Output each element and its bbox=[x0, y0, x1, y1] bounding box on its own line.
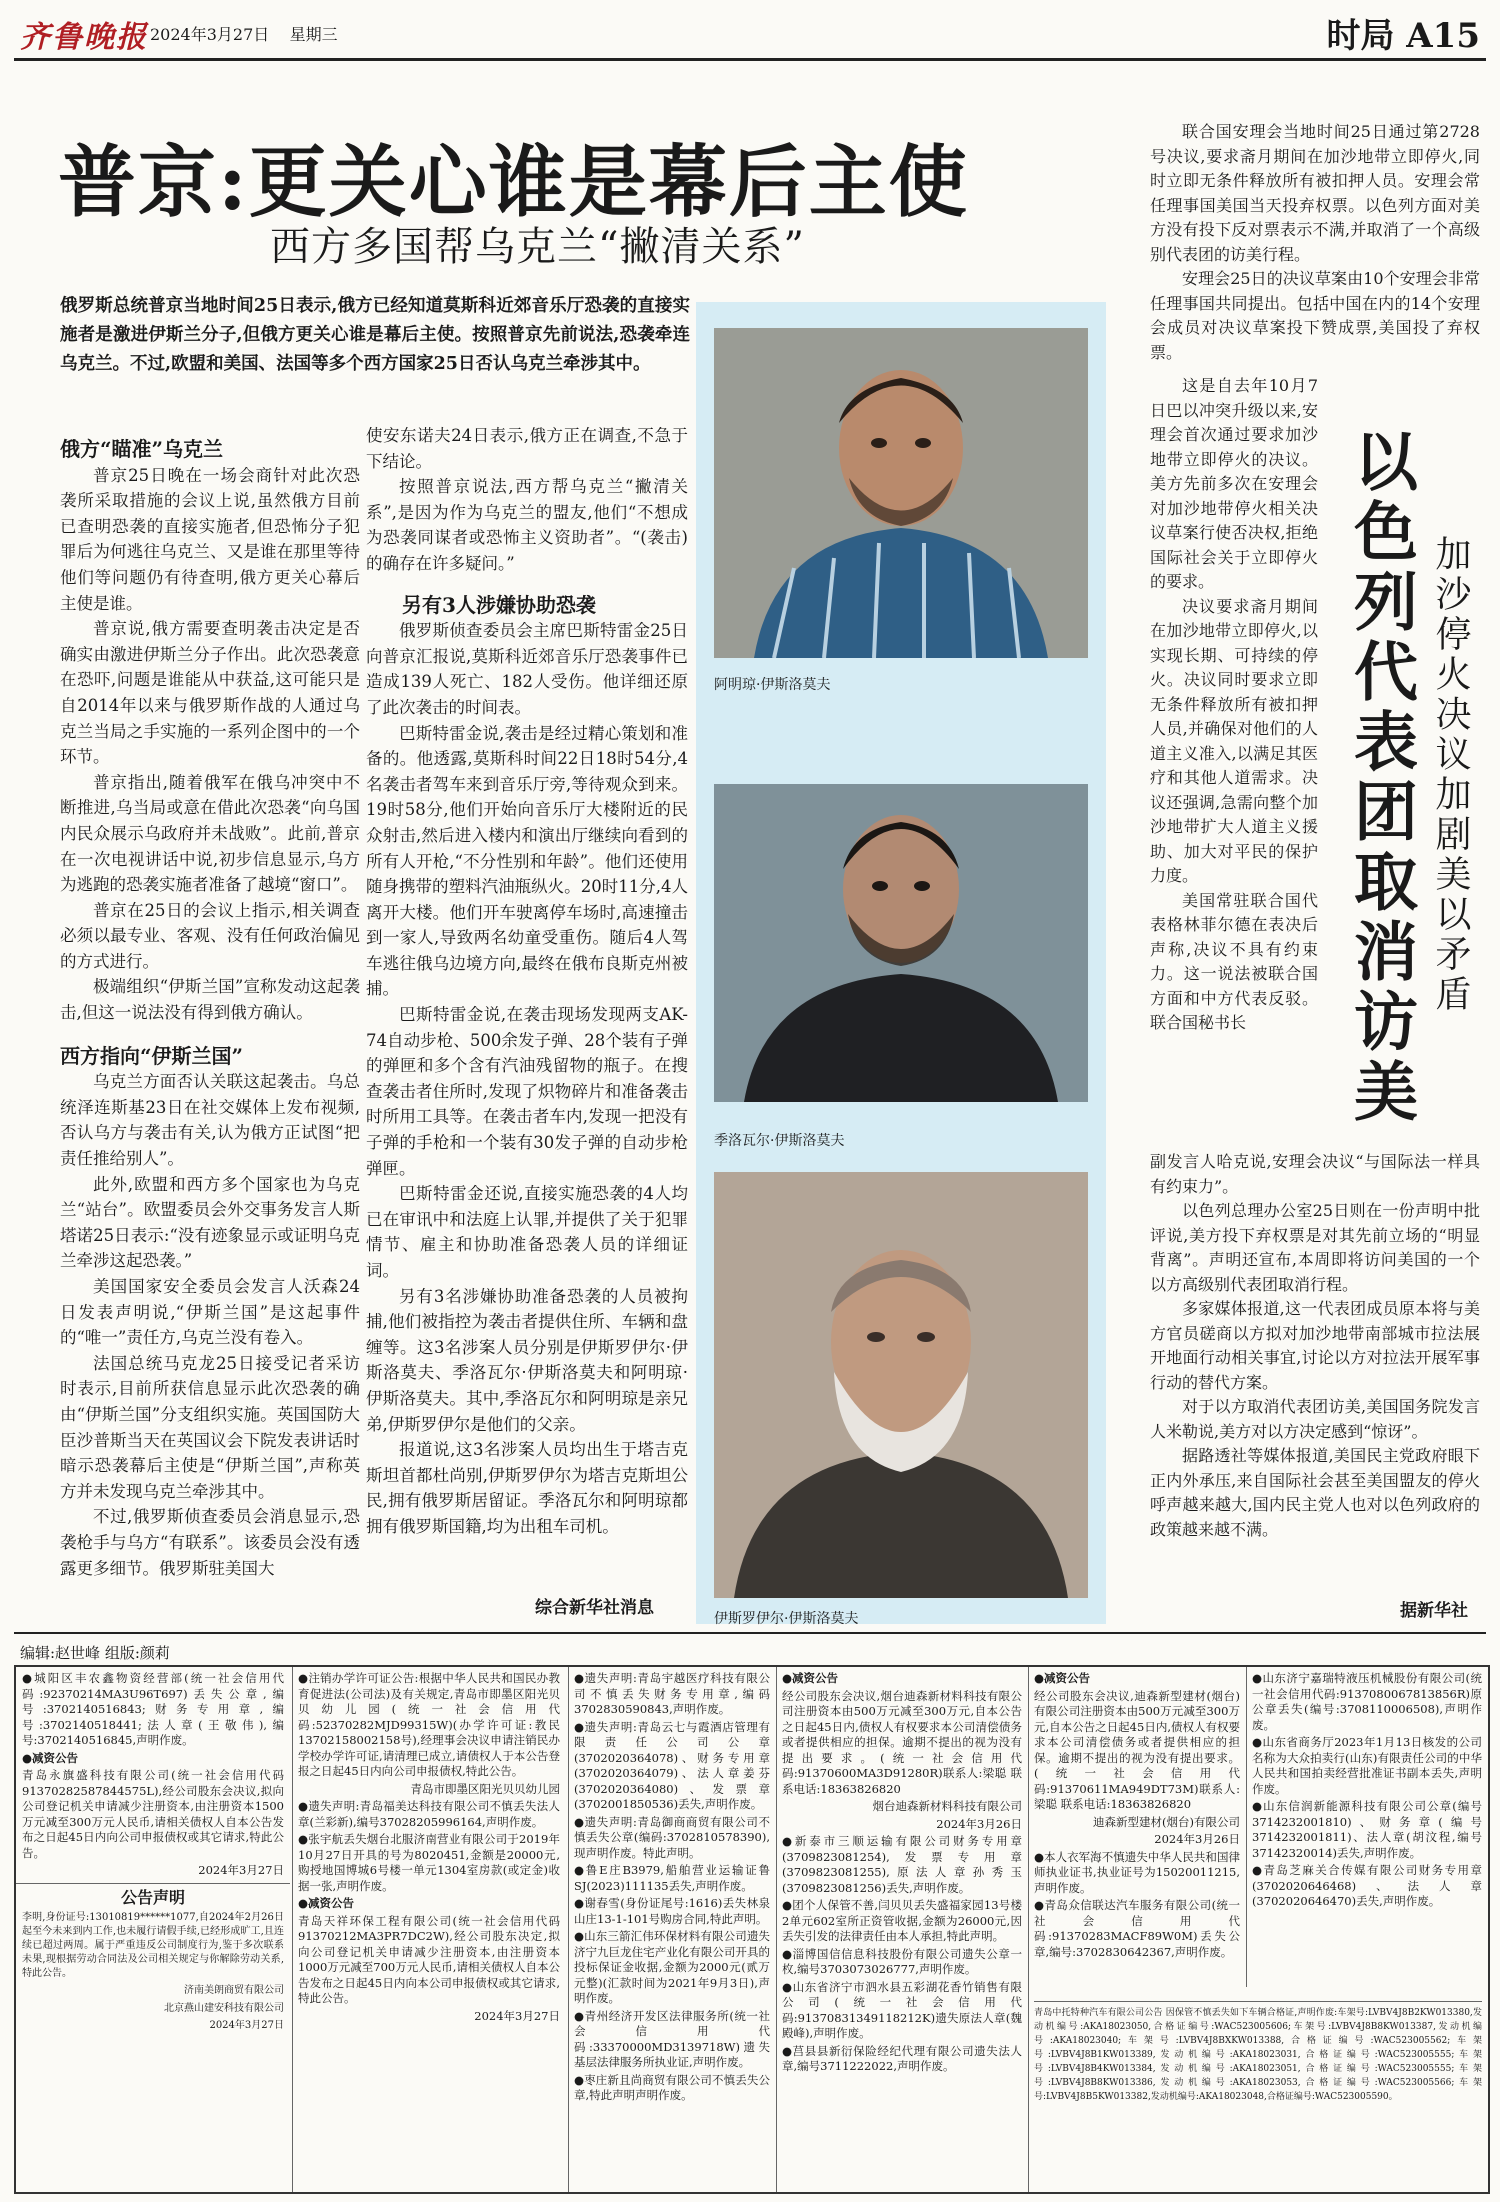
lead-paragraph: 俄罗斯总统普京当地时间25日表示,俄方已经知道莫斯科近郊音乐厅恐袭的直接实施者是激进伊斯兰分子,但俄方更关心谁是幕后主使。按照普京先前说法,恐袭牵连乌克兰。不过,欧盟和美国、法国等多个西方国家25日否认乌克兰牵涉其中。 bbox=[60, 296, 690, 374]
ad-item: 经公司股东会决议,迪森新型建材(烟台)有限公司注册资本由500万元减至300万元,自本公告之日起45日内,债权人有权要求本公司清偿债务或者提供相应的担保。逾期不提出的视为没有提出要求。(统一社会信用代码:91370611MA949DT73M)联系人:梁聪 联系电话:18363826820 bbox=[1034, 1688, 1240, 1811]
sidebar-headline: 以色列代表团取消访美 bbox=[1343, 428, 1418, 1128]
ad-item: 迪森新型建材(烟台)有限公司 bbox=[1093, 1814, 1240, 1829]
paragraph: 联合国安理会当地时间25日通过第2728号决议,要求斋月期间在加沙地带立即停火,同时立即无条件释放所有被扣押人员。安理会常任理事国美国当天投弃权票。以色列方面对美方没有投下反对票表示不满,并取消了一个高级别代表团的访美行程。 bbox=[1150, 122, 1480, 264]
ad-item: ●减资公告 bbox=[782, 1671, 839, 1685]
ad-item: ●青岛众信联达汽车服务有限公司(统一社会信用代码:91370283MACF89W0M)丢失公章,编号:3702830642367,声明作废。 bbox=[1034, 1898, 1240, 1959]
ad-date: 2024年3月27日 bbox=[474, 2008, 560, 2023]
paragraph: 使安东诺夫24日表示,俄方正在调查,不急于下结论。 bbox=[366, 426, 688, 471]
ad-item: ●谢春雪(身份证尾号:1616)丢失林泉山庄13-1-101号购房合同,特此声明。 bbox=[574, 1896, 770, 1926]
page-number: A15 bbox=[1406, 16, 1480, 56]
issue-date bbox=[150, 22, 338, 45]
section-label bbox=[1326, 8, 1480, 57]
ad-column-6 bbox=[1252, 1671, 1482, 1912]
article-credit: 综合新华社消息 bbox=[535, 1598, 654, 1618]
paragraph: 乌克兰方面否认关联这起袭击。乌总统泽连斯基23日在社交媒体上发布视频,否认乌方与袭击有关,认为俄方正试图“把责任推给别人”。 bbox=[60, 1072, 360, 1169]
notice-title: 公告声明 bbox=[120, 1887, 185, 1907]
headline: 普京:更关心谁是幕后主使 bbox=[58, 137, 969, 228]
ad-item: ●山东省济宁市泗水县五彩湖花香竹销售有限公司(统一社会信用代码:91370831349118212K)遗失原法人章(魏殿峰),声明作废。 bbox=[782, 1979, 1022, 2040]
ad-item: ●本人衣军海不慎遗失中华人民共和国律师执业证书,执业证号为15020011215,声明作废。 bbox=[1034, 1849, 1240, 1895]
paragraph: 多家媒体报道,这一代表团成员原本将与美方官员磋商以方拟对加沙地带南部城市拉法展开地面行动相关事宜,讨论以方对拉法开展军事行动的替代方案。 bbox=[1150, 1299, 1480, 1392]
ad-item: 青岛天祥环保工程有限公司(统一社会信用代码91370212MA3PR7DC2W),经公司股东决定,拟向公司登记机关申请减少注册资本,由注册资本1000万元减至700万元人民币,请相关债权人自本公告发布之日起45日内向本公司申报债权或其它请求,特此公告。 bbox=[298, 1913, 560, 2005]
paragraph: 极端组织“伊斯兰国”宣称发动这起袭击,但这一说法没有得到俄方确认。 bbox=[60, 977, 360, 1023]
paragraph: 美国常驻联合国代表格林菲尔德在表决后声称,决议不具有约束力。这一说法被联合国方面和中方代表反驳。联合国秘书长 bbox=[1150, 890, 1318, 1032]
paragraph: 这是自去年10月7日巴以冲突升级以来,安理会首次通过要求加沙地带立即停火的决议。美方先前多次在安理会对加沙地带停火相关决议草案行使否决权,拒绝国际社会关于立即停火的要求。 bbox=[1150, 376, 1318, 591]
sidebar-bottom-text bbox=[1150, 1150, 1480, 1542]
ad-divider bbox=[1028, 1667, 1029, 2192]
photo-caption-3: 伊斯罗伊尔·伊斯洛莫夫 bbox=[714, 1611, 859, 1627]
ad-item: ●新泰市三顺运输有限公司财务专用章(3709823081254),发票专用章(3709823081255),原法人章孙秀玉(3709823081256)丢失,声明作废。 bbox=[782, 1834, 1022, 1895]
notice-date: 2024年3月27日 bbox=[209, 2020, 284, 2031]
paragraph: 巴斯特雷金说,在袭击现场发现两支AK-74自动步枪、500余发子弹、28个装有子弹的弹匣和多个含有汽油残留物的瓶子。在搜查袭击者住所时,发现了炽物碎片和准备袭击时所用工具等。在袭击者车内,发现一把没有子弹的手枪和一个装有30发子弹的自动步枪弹匣。 bbox=[366, 1005, 688, 1178]
paragraph: 普京在25日的会议上指示,相关调查必须以最专业、客观、没有任何政治偏见的方式进行。 bbox=[60, 900, 360, 971]
paragraph: 不过,俄罗斯侦查委员会消息显示,恐袭枪手与乌方“有联系”。该委员会没有透露更多细节。俄罗斯驻美国大 bbox=[60, 1507, 360, 1578]
paragraph: 副发言人哈克说,安理会决议“与国际法一样具有约束力”。 bbox=[1150, 1152, 1480, 1196]
notice-text: 李明,身份证号:13010819******1077,自2024年2月26日起至今未来到内工作,也未履行请假手续,已经形成旷工,且连续已超过两周。属于严重违反公司制度行为,鉴于多次联系未果,现根据劳动合同法及公司相关规定与你解除劳动关系,特此公告。 bbox=[22, 1912, 284, 1979]
ad-item: ●山东省商务厅2023年1月13日核发的公司名称为大众拍卖行(山东)有限责任公司的中华人民共和国拍卖经营批准证书副本丢失,声明作废。 bbox=[1252, 1735, 1482, 1796]
ad-item: 经公司股东会决议,烟台迪森新材料科技有限公司注册资本由500万元减至300万元,自本公告之日起45日内,债权人有权要求本公司清偿债务或者提供相应的担保。逾期不提出的视为没有提出要求。(统一社会信用代码:91370600MA3D91280R)联系人:梁聪 联系电话:18363826820 bbox=[782, 1688, 1022, 1796]
ad-item: ●遗失声明:青岛云七与霞酒店管理有限责任公司公章(3702020364078)、财务专用章(3702020364079)、法人章姜芬(3702020364080)、发票章(3702001850536)丢失,声明作废。 bbox=[574, 1719, 770, 1811]
ad-date: 2024年3月27日 bbox=[198, 1863, 284, 1877]
paragraph: 此外,欧盟和西方多个国家也为乌克兰“站台”。欧盟委员会外交事务发言人斯塔诺25日表示:“没有迹象显示或证明乌克兰牵涉这起恐袭。” bbox=[60, 1174, 360, 1271]
notice-signature: 济南美朗商贸有限公司 bbox=[184, 1985, 284, 1996]
sidebar-narrow-text bbox=[1150, 374, 1318, 1036]
ad-item: ●遗失声明:青岛御商商贸有限公司不慎丢失公章(编码:3702810578390),现声明作废。特此声明。 bbox=[574, 1814, 770, 1860]
ad-item: ●青州经济开发区法律服务所(统一社会信用代码:33370000MD3139718W)遗失基层法律服务所执业证,声明作废。 bbox=[574, 2008, 770, 2069]
paragraph: 普京指出,随着俄军在俄乌冲突中不断推进,乌当局或意在借此次恐袭“向乌国内民众展示乌政府并未战败”。此前,普京在一次电视讲话中说,初步信息显示,乌方为逃跑的恐袭实施者准备了越境“窗口”。 bbox=[60, 772, 360, 895]
paragraph: 据路透社等媒体报道,美国民主党政府眼下正内外承压,来自国际社会甚至美国盟友的停火呼声越来越大,国内民主党人也对以色列政府的政策越来越不满。 bbox=[1150, 1446, 1480, 1539]
ad-divider bbox=[568, 1667, 569, 2192]
photo-caption-1: 阿明琼·伊斯洛莫夫 bbox=[714, 677, 831, 693]
bottom-rule bbox=[14, 1632, 1486, 1634]
editor-credits: 编辑:赵世峰 组版:颜莉 bbox=[20, 1644, 170, 1662]
ad-item: ●城阳区丰农鑫物资经营部(统一社会信用代码:92370214MA3U96T697)丢失公章,编号:3702140516843;财务专用章,编号:3702140518441;法人章(王敬伟),编号:3702140516845,声明作废。 bbox=[22, 1671, 284, 1747]
photo-suspect-1 bbox=[714, 328, 1088, 658]
photo-caption-2: 季洛瓦尔·伊斯洛莫夫 bbox=[714, 1133, 845, 1149]
ad-item: ●枣庄新且尚商贸有限公司不慎丢失公章,特此声明声明作废。 bbox=[574, 2072, 770, 2102]
ad-item: ●鲁E庄B3979,船舶营业运输证鲁SJ(2023)111135丢失,声明作废。 bbox=[574, 1863, 770, 1893]
paragraph: 安理会25日的决议草案由10个安理会非常任理事国共同提出。包括中国在内的14个安理会成员对决议草案投下赞成票,美国投了弃权票。 bbox=[1150, 269, 1480, 362]
subheading-ukraine: 俄方“瞄准”乌克兰 bbox=[60, 437, 224, 461]
paragraph: 普京说,俄方需要查明袭击决定是否确实由激进伊斯兰分子作出。此次恐袭意在恐吓,问题是谁能从中获益,这可能只是自2014年以来与俄罗斯作战的人通过乌克兰当局之手实施的一系列企图中的一个环节。 bbox=[60, 619, 360, 767]
paragraph: 普京25日晚在一场会商针对此次恐袭所采取措施的会议上说,虽然俄方目前已查明恐袭的直接实施者,但恐怖分子犯罪后为何逃往乌克兰、又是谁在那里等待他们等问题仍有待查明,俄方更关心幕后主使是谁。 bbox=[60, 465, 360, 613]
subheading-accomplices: 另有3人涉嫌协助恐袭 bbox=[402, 592, 596, 617]
date-text: 2024年3月27日 bbox=[150, 25, 270, 44]
paragraph: 报道说,这3名涉案人员均出生于塔吉克斯坦首都杜尚别,伊斯罗伊尔为塔吉克斯坦公民,拥有俄罗斯居留证。季洛瓦尔和阿明琼都拥有俄罗斯国籍,均为出租车司机。 bbox=[366, 1440, 688, 1536]
paragraph: 另有3名涉嫌协助准备恐袭的人员被拘捕,他们被指控为袭击者提供住所、车辆和盘缠等。这3名涉案人员分别是伊斯罗伊尔·伊斯洛莫夫、季洛瓦尔·伊斯洛莫夫和阿明琼·伊斯洛莫夫。其中,季洛瓦尔和阿明琼是亲兄弟,伊斯罗伊尔是他们的父亲。 bbox=[366, 1286, 688, 1434]
ad-item: ●减资公告 bbox=[298, 1896, 355, 1910]
paragraph: 巴斯特雷金还说,直接实施恐袭的4人均已在审讯中和法庭上认罪,并提供了关于犯罪情节、雇主和协助准备恐袭人员的详细证词。 bbox=[366, 1184, 688, 1280]
sidebar-top-text bbox=[1150, 120, 1480, 365]
subheadline: 西方多国帮乌克兰“撇清关系” bbox=[270, 224, 805, 270]
photo-suspect-2 bbox=[714, 784, 1088, 1102]
paragraph: 按照普京说法,西方帮乌克兰“撇清关系”,是因为作为乌克兰的盟友,他们“不想成为恐袭同谋者或恐怖主义资助者”。“(袭击)的确存在许多疑问。” bbox=[366, 477, 688, 573]
ad-divider bbox=[292, 1667, 293, 2192]
ad-column-1 bbox=[22, 1671, 284, 2036]
paragraph: 巴斯特雷金说,袭击是经过精心策划和准备的。他透露,莫斯科时间22日18时54分,4名袭击者驾车来到音乐厅旁,等待观众到来。19时58分,他们开始向音乐厅大楼附近的民众射击,然后进入楼内和演出厅继续向看到的所有人开枪,“不分性别和年龄”。他们还使用随身携带的塑料汽油瓶纵火。20时11分,4人离开大楼。他们开车驶离停车场时,高速撞击到一家人,导致两名幼童受重伤。随后4人驾车逃往俄乌边境方向,最终在俄布良斯克州被捕。 bbox=[366, 723, 688, 999]
ad-item: ●张宇航丢失烟台北服济南营业有限公司于2019年10月27日开具的号为8020451,金额是20000元,购授地国博城6号楼一单元1304室房款(或定金)收据一张,声明作废。 bbox=[298, 1832, 560, 1893]
article-column-2 bbox=[366, 423, 688, 1540]
paragraph: 以色列总理办公室25日则在一份声明中批评说,美方投下弃权票是对其先前立场的“明显背离”。声明还宣布,本周即将访问美国的一个以方高级别代表团取消行程。 bbox=[1150, 1201, 1480, 1294]
ad-item: ●遗失声明:青岛福美达科技有限公司不慎丢失法人章(兰彩新),编号37028205996164,声明作废。 bbox=[298, 1799, 560, 1829]
masthead bbox=[0, 0, 1500, 60]
ad-date: 2024年3月26日 bbox=[936, 1816, 1022, 1831]
sidebar-credit: 据新华社 bbox=[1400, 1601, 1468, 1621]
newspaper-logo: 齐鲁晚报 bbox=[20, 20, 148, 55]
paragraph: 美国国家安全委员会发言人沃森24日发表声明说,“伊斯兰国”是这起事件的“唯一”责任方,乌克兰没有卷入。 bbox=[60, 1277, 360, 1348]
ad-item: ●山东三箭汇伟环保材料有限公司遗失济宁九巨龙住宅产业化有限公司开具的投标保证金收据,金额为2000元(贰万元整)(汇款时间为2021年9月3日),声明作废。 bbox=[574, 1929, 770, 2005]
ad-item: ●青岛芝麻关合传媒有限公司财务专用章(3702020646468)、法人章(3702020646470)丢失,声明作废。 bbox=[1252, 1863, 1482, 1908]
ad-date: 2024年3月26日 bbox=[1154, 1832, 1240, 1846]
ad-item: ●遗失声明:青岛宇越医疗科技有限公司不慎丢失财务专用章,编码3702830590843,声明作废。 bbox=[574, 1671, 770, 1716]
ad-item: 青岛市即墨区阳光贝贝幼儿园 bbox=[410, 1781, 560, 1796]
ad-divider bbox=[776, 1667, 777, 2192]
ad-item: ●山东信润新能源科技有限公司公章(编号3714232001810)、财务章(编号3714232001811)、法人章(胡汶程,编号37142320014)丢失,声明作废。 bbox=[1252, 1799, 1482, 1860]
ad-divider bbox=[1246, 1667, 1247, 1987]
ad-column-2 bbox=[298, 1671, 560, 2026]
ad-item: ●减资公告 bbox=[1034, 1671, 1091, 1685]
top-rule bbox=[14, 58, 1486, 61]
ad-column-3 bbox=[574, 1671, 770, 2106]
ad-item: ●莒县县新衍保险经纪代理有限公司遗失法人章,编号3711222022,声明作废。 bbox=[782, 2043, 1022, 2073]
ad-item: ●山东济宁嘉瑞特液压机械股份有限公司(统一社会信用代码:9137080067813856R)原公章丢失(编号:3708110006508),声明作废。 bbox=[1252, 1671, 1482, 1732]
article-column-1 bbox=[60, 437, 360, 1581]
paragraph: 法国总统马克龙25日接受记者采访时表示,目前所获信息显示此次恐袭的确由“伊斯兰国”分支组织实施。英国国防大臣沙普斯当天在英国议会下院发表讲话时暗示恐袭幕后主使是“伊斯兰国”,声称英方并未发现乌克兰牵涉其中。 bbox=[60, 1353, 360, 1501]
ad-column-5 bbox=[1034, 1671, 1240, 1962]
ad-item: ●注销办学许可证公告:根据中华人民共和国民办教育促进法(公司法)及有关规定,青岛市即墨区阳光贝贝幼儿园(统一社会信用代码:52370282MJD99315W)(办学许可证:教民13702158002158号),经理事会决议申请注销民办学校办学许可证,请清理已成立,请债权人于本公告登报之日起45日内向公司申报债权,特此公告。 bbox=[298, 1671, 560, 1778]
vehicle-certificate-notice: 青岛中托特种汽车有限公司公告 因保管不慎丢失如下车辆合格证,声明作废:车架号:LVBV4J8B2KW013380,发动机编号:AKA18023050,合格证编号:WAC523005606;车架号:LVBV4J8B8KW013387,发动机编号:AKA18023040;车架号:LVBV4J8BXKW013388,合格证编号:WAC523005562;车架号:LVBV4J8B1KW013389,发动机编号:AKA18023031,合格证编号:WAC523005555;车架号:LVBV4J8B4KW013384,发动机编号:AKA18023051,合格证编号:WAC523005555;车架号:LVBV4J8B8KW013386,发动机编号:AKA18023053,合格证编号:WAC523005566;车架号:LVBV4J8B5KW013382,发动机编号:AKA18023048,合格证编号:WAC523005590。 bbox=[1034, 2001, 1482, 2104]
photo-panel bbox=[696, 302, 1106, 1627]
subheading-west: 西方指向“伊斯兰国” bbox=[60, 1043, 244, 1068]
ad-item: ●团个人保管不善,闫贝贝丢失盛福家园13号楼2单元602室所正资管收据,金额为26000元,因丢失引发的法律责任由本人承担,特此声明。 bbox=[782, 1898, 1022, 1943]
paragraph: 对于以方取消代表团访美,美国国务院发言人米勒说,美方对以方决定感到“惊讶”。 bbox=[1150, 1397, 1480, 1441]
ad-item: 青岛永旗盛科技有限公司(统一社会信用代码91370282587844575L),经公司股东会决议,拟向公司登记机关申请减少注册资本,由注册资本1500万元减至300万元人民币,请相关债权人自本公告发布之日起45日内向公司申报债权或其它请求,特此公告。 bbox=[22, 1768, 284, 1860]
ad-item: 烟台迪森新材料科技有限公司 bbox=[872, 1799, 1022, 1813]
section-name: 时局 bbox=[1326, 16, 1395, 56]
ad-column-4 bbox=[782, 1671, 1022, 2077]
classified-ads bbox=[14, 1665, 1490, 2194]
paragraph: 俄罗斯侦查委员会主席巴斯特雷金25日向普京汇报说,莫斯科近郊音乐厅恐袭事件已造成139人死亡、182人受伤。他详细还原了此次袭击的时间表。 bbox=[366, 621, 688, 717]
ad-item: ●减资公告 bbox=[22, 1750, 79, 1765]
ad-item: ●淄博国信信息科技股份有限公司遗失公章一枚,编号3703073026777,声明作废。 bbox=[782, 1946, 1022, 1976]
paragraph: 决议要求斋月期间在加沙地带立即停火,以实现长期、可持续的停火。决议同时要求立即无条件释放所有被扣押人员,并确保对他们的人道主义准入,以满足其医疗和其他人道需求。决议还强调,急需向整个加沙地带扩大人道主义援助、加大对平民的保护力度。 bbox=[1150, 596, 1318, 885]
photo-suspect-3 bbox=[714, 1172, 1088, 1598]
notice-signature: 北京燕山建安科技有限公司 bbox=[164, 2002, 284, 2014]
sidebar-subheadline: 加沙停火决议加剧美以矛盾 bbox=[1430, 535, 1471, 1015]
weekday-text: 星期三 bbox=[289, 25, 338, 44]
